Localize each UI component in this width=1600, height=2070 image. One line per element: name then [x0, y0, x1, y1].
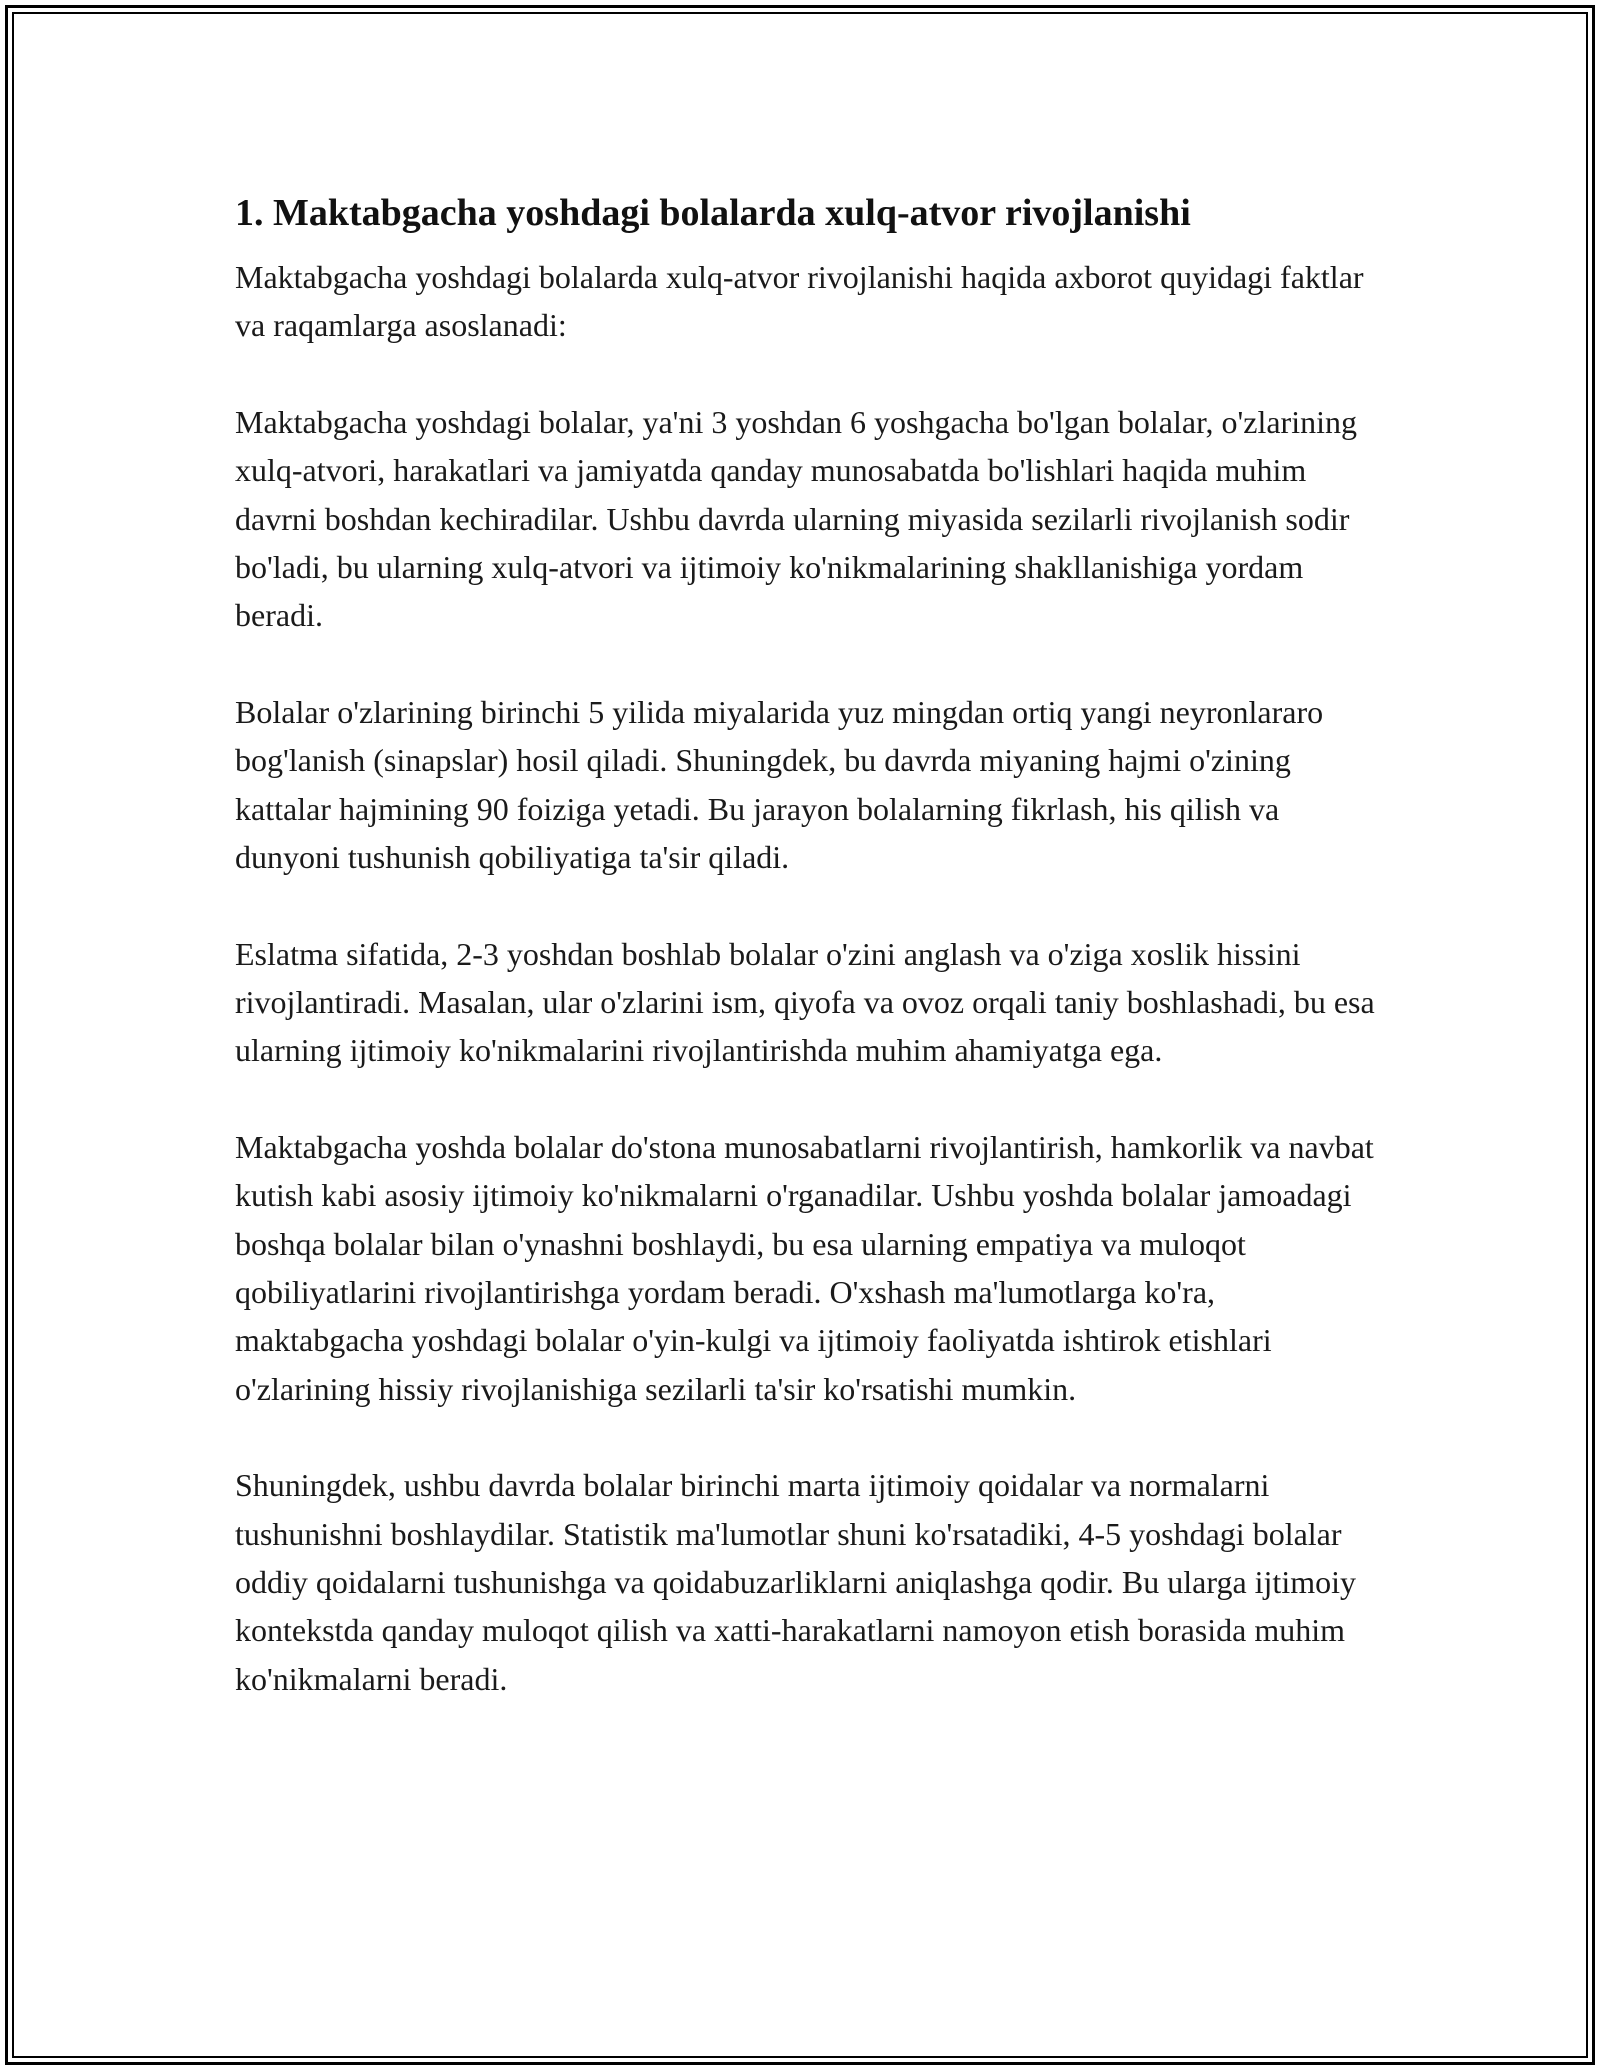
paragraph-self-awareness: Eslatma sifatida, 2-3 yoshdan boshlab bolalar o'zini anglash va o'ziga xoslik hissini rivojlantiradi. Masalan, ular o'zlarini ism, qiyofa va ovoz orqali taniy boshlashadi, bu esa ularning ijtimoiy ko'nikmalarini rivojlantirishda muhim ahamiyatga ega.: [235, 935, 1375, 1069]
paragraph-social-skills: Maktabgacha yoshda bolalar do'stona munosabatlarni rivojlantirish, hamkorlik va navbat kutish kabi asosiy ijtimoiy ko'nikmalarni o'rganadilar. Ushbu yoshda bolalar jamoadagi boshqa bolalar bilan o'ynashni boshlaydi, bu esa ularning empatiya va muloqot qobiliyatlarini rivojlantirishga yordam beradi. O'xshash ma'lumotlarga ko'ra, maktabgacha yoshdagi bolalar o'yin-kulgi va ijtimoiy faoliyatda ishtirok etishlari o'zlarining hissiy rivojlanishiga sezilarli ta'sir ko'rsatishi mumkin.: [235, 1129, 1374, 1407]
paragraph-intro: Maktabgacha yoshdagi bolalarda xulq-atvor rivojlanishi haqida axborot quyidagi faktlar va raqamlarga asoslanadi:: [235, 259, 1364, 344]
paragraph-preschool-age: Maktabgacha yoshdagi bolalar, ya'ni 3 yoshdan 6 yoshgacha bo'lgan bolalar, o'zlarining xulq-atvori, harakatlari va jamiyatda qanday munosabatda bo'lishlari haqida muhim davrni boshdan kechiradilar. Ushbu davrda ularning miyasida sezilarli rivojlanish sodir bo'ladi, bu ularning xulq-atvori va ijtimoiy ko'nikmalarining shakllanishiga yordam beradi.: [235, 404, 1357, 634]
paragraph-social-rules: Shuningdek, ushbu davrda bolalar birinchi marta ijtimoiy qoidalar va normalarni tushunishni boshlaydilar. Statistik ma'lumotlar shuni ko'rsatadiki, 4-5 yoshdagi bolalar oddiy qoidalarni tushunishga va qoidabuzarliklarni aniqlashga qodir. Bu ularga ijtimoiy kontekstda qanday muloqot qilish va xatti-harakatlarni namoyon etish borasida muhim ko'nikmalarni beradi.: [235, 1467, 1356, 1697]
document-body: [235, 188, 1385, 1751]
document-title: 1. Maktabgacha yoshdagi bolalarda xulq-atvor rivojlanishi: [235, 192, 1191, 234]
paragraph-brain-development: Bolalar o'zlarining birinchi 5 yilida miyalarida yuz mingdan ortiq yangi neyronlararo bog'lanish (sinapslar) hosil qiladi. Shuningdek, bu davrda miyaning hajmi o'zining kattalar hajmining 90 foiziga yetadi. Bu jarayon bolalarning fikrlash, his qilish va dunyoni tushunish qobiliyatiga ta'sir qiladi.: [235, 694, 1324, 875]
